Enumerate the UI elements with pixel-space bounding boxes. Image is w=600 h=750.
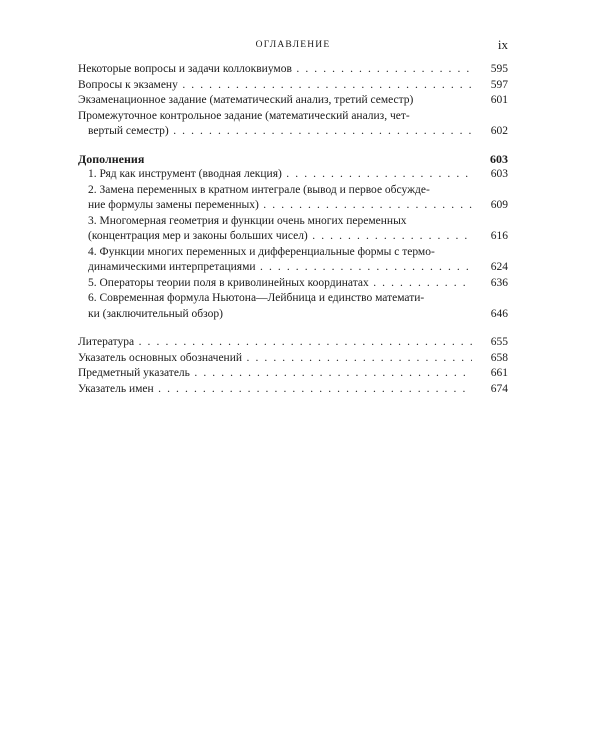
toc-entry-exam-task[interactable] [78,93,508,109]
toc-entry-supplement-3[interactable] [78,214,508,245]
toc-section-supplements[interactable] [78,152,508,168]
toc-page-number: 602 [472,124,508,140]
toc-entry-text-line2: ние формулы замены переменных) . . . [78,198,472,214]
toc-entry-text-line1: 3. Многомерная геометрия и функции очень многих переменных [88,214,407,227]
toc-entry-supplement-1[interactable] [78,167,508,183]
toc-page-number: 624 [472,260,508,276]
toc-entry-name-index[interactable] [78,382,508,398]
toc-entry-text-line2: вертый семестр) . . . [78,124,472,140]
toc-entry-text-line2: (концентрация мер и законы больших чисел) . . . [78,229,472,245]
toc-page-number: 616 [472,229,508,245]
toc-page-number: 595 [472,62,508,78]
toc-entry-supplement-6[interactable] [78,291,508,322]
toc-entry-text-line1: Промежуточное контрольное задание (математический анализ, чет- [78,109,410,122]
toc-entry-text: Литература . . . [78,335,472,351]
toc-entry-midterm-task[interactable] [78,109,508,140]
toc-entry-text: Вопросы к экзамену . . . [78,78,472,94]
toc-entry-text-line2: динамическими интерпретациями . . . [78,260,472,276]
toc-page-number: 636 [472,276,508,292]
toc-entry-text-line1: 2. Замена переменных в кратном интеграле (вывод и первое обсужде- [88,183,430,196]
toc-section-page-number: 603 [472,152,508,168]
toc-page-number: 661 [472,366,508,382]
toc-entry-text: Некоторые вопросы и задачи коллоквиумов . . . [78,62,472,78]
toc-entry-text-line2: ки (заключительный обзор) [88,307,223,320]
toc-page-number: 646 [472,307,508,323]
toc-page-number: 597 [472,78,508,94]
toc-page-number: 655 [472,335,508,351]
toc-section-title: Дополнения [78,151,145,166]
toc-entry-text: Указатель основных обозначений . . . [78,351,472,367]
table-of-contents [78,62,508,397]
toc-entry-subject-index[interactable] [78,366,508,382]
toc-entry-text: 5. Операторы теории поля в криволинейных координатах . . . [78,276,472,292]
toc-entry-supplement-2[interactable] [78,183,508,214]
toc-entry-exam-questions[interactable] [78,78,508,94]
toc-entry-notation-index[interactable] [78,351,508,367]
toc-entry-supplement-4[interactable] [78,245,508,276]
running-head [78,38,508,54]
toc-entry-text: Указатель имен . . . [78,382,472,398]
toc-page-number: 603 [472,167,508,183]
toc-page-number: 609 [472,198,508,214]
toc-entry-text: 1. Ряд как инструмент (вводная лекция) . . . [78,167,472,183]
toc-page-number: 658 [472,351,508,367]
toc-entry-supplement-5[interactable] [78,276,508,292]
toc-entry-colloquium[interactable] [78,62,508,78]
toc-entry-text-line1: 4. Функции многих переменных и дифференциальные формы с термо- [88,245,435,258]
toc-page-number: 674 [472,382,508,398]
toc-entry-text-line1: 6. Современная формула Ньютона—Лейбница и единство математи- [88,292,425,304]
toc-entry-literature[interactable] [78,335,508,351]
running-page-number: ix [497,37,508,52]
toc-entry-text: Экзаменационное задание (математический анализ, третий семестр) [78,94,414,106]
toc-entry-text: Предметный указатель . . . [78,366,472,382]
running-title: ОГЛАВЛЕНИЕ [255,40,331,50]
toc-page-number: 601 [472,93,508,109]
